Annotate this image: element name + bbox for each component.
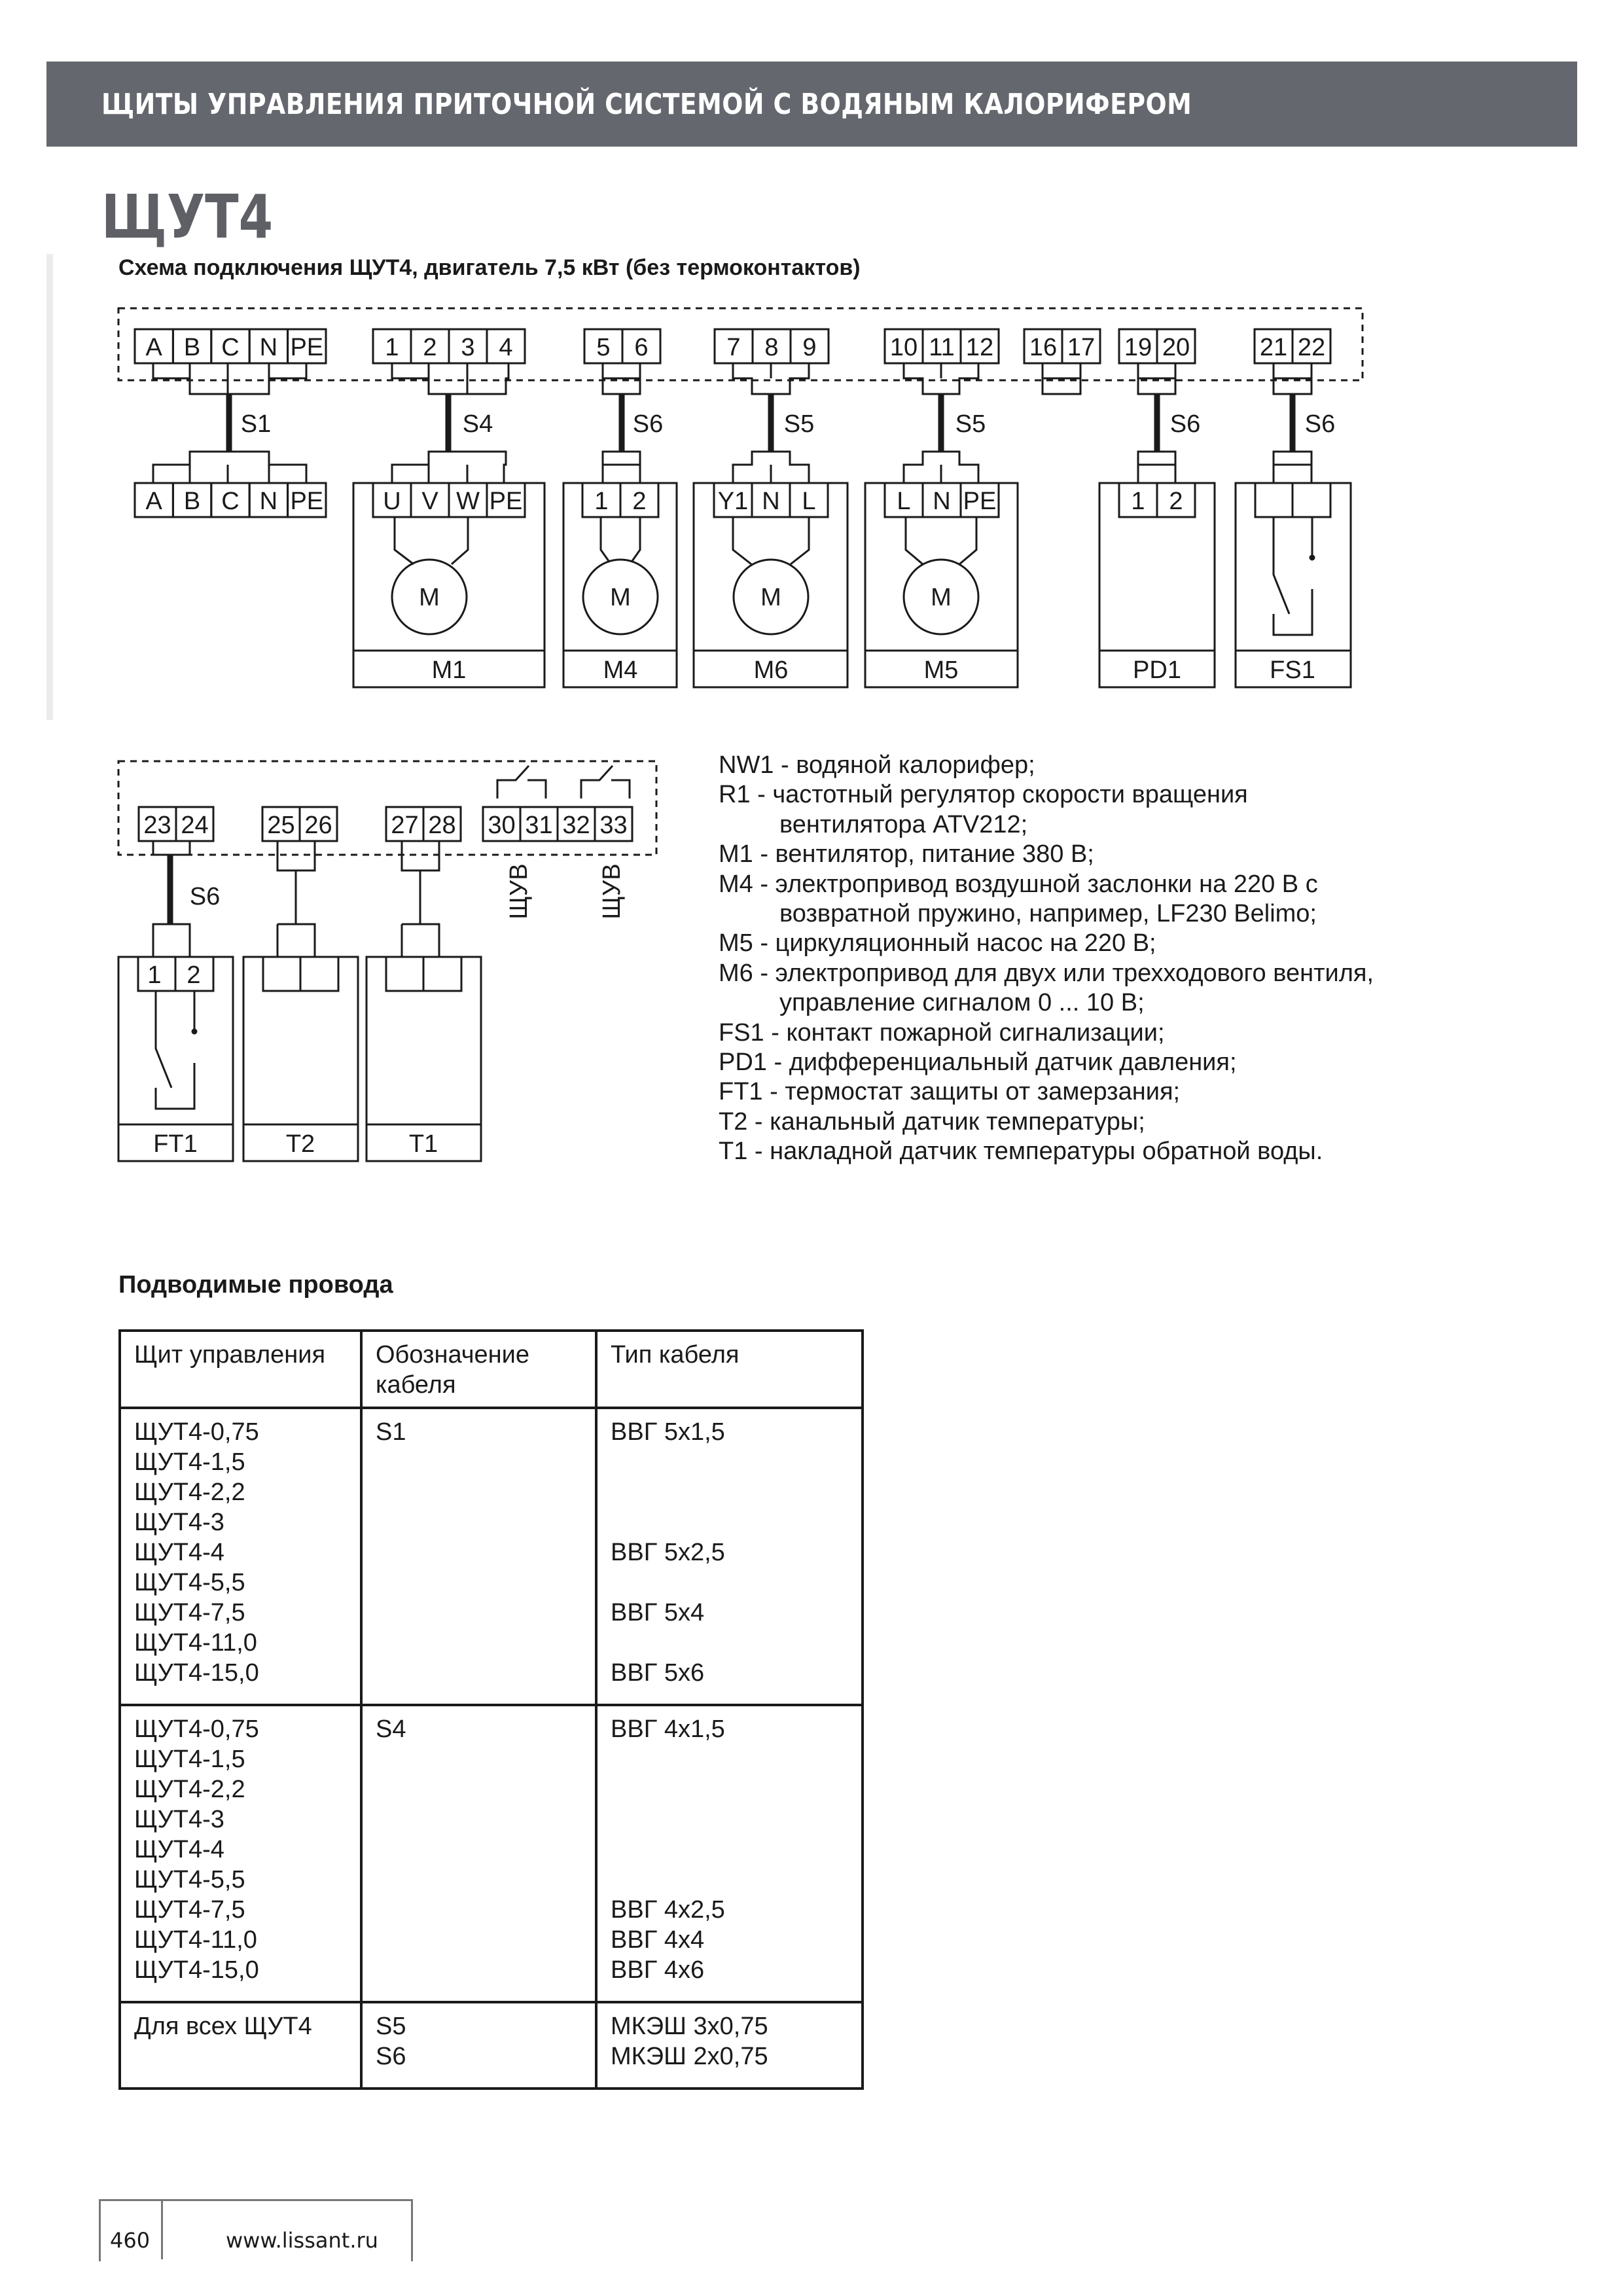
- table-header-row: [120, 1331, 863, 1408]
- cell-line: ЩУТ4-5,5: [134, 1866, 245, 1893]
- cell-line: ЩУТ4-15,0: [134, 1659, 259, 1687]
- panel-terminal-label: N: [259, 488, 278, 515]
- m1-label: M1: [431, 656, 467, 684]
- table-cell-panels: [120, 1408, 361, 1705]
- bottom-terminal-label: 30: [488, 812, 516, 839]
- top-terminal-label: 19: [1124, 334, 1152, 361]
- legend-item-continuation: вентилятора ATV212;: [779, 810, 1028, 838]
- cell-line: [376, 1774, 582, 1804]
- cell-line: ВВГ 5x1,5: [611, 1418, 725, 1446]
- cell-line: S4: [376, 1715, 406, 1743]
- top-terminal-label: 8: [764, 334, 779, 361]
- panel-terminal-label: A: [145, 488, 162, 515]
- cell-line: [376, 1895, 582, 1925]
- cell-line: S5: [376, 2013, 406, 2040]
- ft1-label: FT1: [153, 1130, 198, 1158]
- m6-terminal-label: N: [762, 488, 780, 515]
- cell-line: [376, 1744, 582, 1774]
- m4-terminal-label: 1: [594, 488, 609, 515]
- website-link[interactable]: www.lissant.ru: [226, 2228, 378, 2253]
- legend-item-continuation: управление сигналом 0 ... 10 В;: [779, 989, 1145, 1017]
- m4-terminal-label: 2: [632, 488, 647, 515]
- cell-line: [611, 1744, 848, 1774]
- panel-terminal-label: C: [221, 488, 240, 515]
- top-terminal-label: 3: [461, 334, 475, 361]
- top-terminal-label: 11: [929, 334, 955, 361]
- top-terminal-label: A: [145, 334, 162, 361]
- header-cable-designation: Обозначение кабеля: [361, 1331, 596, 1408]
- cell-line: [376, 1598, 582, 1628]
- table-cell-types: [596, 1408, 863, 1705]
- cable-label: S6: [1304, 410, 1336, 438]
- table-cell-panels: [120, 2002, 361, 2089]
- footer-divider: [161, 2199, 163, 2259]
- header-panel: Щит управления: [120, 1331, 361, 1408]
- bottom-terminal-label: 27: [391, 812, 419, 839]
- header-title: ЩИТЫ УПРАВЛЕНИЯ ПРИТОЧНОЙ СИСТЕМОЙ С ВОДЯНЫМ КАЛОРИФЕРОМ: [101, 88, 1192, 121]
- table-row: [120, 1705, 863, 2002]
- cell-line: ВВГ 5x4: [611, 1599, 705, 1626]
- m4-motor-label: M: [610, 584, 631, 611]
- cell-line: [611, 1477, 848, 1507]
- m1-terminal-label: U: [383, 488, 401, 515]
- table-cell-types: [596, 1705, 863, 2002]
- legend-item: M6 - электропривод для двух или трехходового вентиля,: [719, 959, 1374, 987]
- cell-line: ЩУТ4-0,75: [134, 1715, 259, 1743]
- cell-line: МКЭШ 3x0,75: [611, 2013, 768, 2040]
- legend-item-continuation: возвратной пружино, например, LF230 Belimo;: [779, 900, 1317, 928]
- cell-line: ЩУТ4-7,5: [134, 1896, 245, 1924]
- m5-terminal-label: PE: [963, 488, 997, 515]
- bottom-terminal-label: 32: [562, 812, 590, 839]
- s6-bottom-label: S6: [189, 883, 221, 910]
- top-terminal-label: 12: [965, 334, 994, 361]
- top-terminal-label: 1: [385, 334, 399, 361]
- pd1-terminal-label: 1: [1131, 488, 1145, 515]
- cell-line: [376, 1507, 582, 1537]
- t2-label: T2: [285, 1130, 315, 1158]
- cell-line: ЩУТ4-4: [134, 1539, 224, 1566]
- cable-table: [118, 1329, 864, 2090]
- m1-terminal-label: V: [421, 488, 438, 515]
- cell-line: ЩУТ4-0,75: [134, 1418, 259, 1446]
- cell-line: [611, 1804, 848, 1835]
- cable-label: S5: [783, 410, 815, 438]
- top-terminal-label: 6: [634, 334, 649, 361]
- shchuv-label-1: ЩУВ: [505, 863, 533, 920]
- header-cable-type: Тип кабеля: [596, 1331, 863, 1408]
- top-terminal-label: 20: [1162, 334, 1190, 361]
- m4-label: M4: [603, 656, 638, 684]
- top-terminal-label: 17: [1067, 334, 1096, 361]
- legend-item: M1 - вентилятор, питание 380 В;: [719, 840, 1094, 869]
- cell-line: [376, 1447, 582, 1477]
- top-terminal-label: 2: [423, 334, 437, 361]
- m6-motor-label: M: [760, 584, 781, 611]
- cell-line: Для всех ЩУТ4: [134, 2013, 312, 2040]
- wires-section-title: Подводимые провода: [118, 1271, 393, 1299]
- bottom-terminal-label: 33: [599, 812, 628, 839]
- legend-item: M5 - циркуляционный насос на 220 В;: [719, 929, 1156, 958]
- m5-terminal-label: N: [933, 488, 951, 515]
- bottom-terminal-label: 26: [304, 812, 332, 839]
- m6-terminal-label: L: [802, 488, 816, 515]
- m6-terminal-label: Y1: [717, 488, 749, 515]
- cell-line: [376, 1925, 582, 1955]
- top-terminal-label: 4: [499, 334, 513, 361]
- m5-terminal-label: L: [897, 488, 911, 515]
- top-terminal-label: C: [221, 334, 240, 361]
- pd1-label: PD1: [1133, 656, 1181, 684]
- page-number: 460: [110, 2228, 151, 2253]
- bottom-terminal-label: 24: [181, 812, 209, 839]
- cell-line: ВВГ 5x6: [611, 1659, 705, 1687]
- cell-line: ЩУТ4-15,0: [134, 1956, 259, 1984]
- m1-terminal-label: W: [456, 488, 480, 515]
- cell-line: [611, 1865, 848, 1895]
- cell-line: ЩУТ4-11,0: [134, 1629, 257, 1657]
- cell-line: ЩУТ4-1,5: [134, 1448, 245, 1476]
- ft1-term-1: 1: [147, 961, 162, 989]
- top-terminal-label: 22: [1297, 334, 1326, 361]
- cell-line: ЩУТ4-1,5: [134, 1746, 245, 1773]
- legend-item: FT1 - термостат защиты от замерзания;: [719, 1078, 1181, 1106]
- cell-line: ВВГ 4x6: [611, 1956, 705, 1984]
- table-cell-cables: [361, 1408, 596, 1705]
- cell-line: [611, 1447, 848, 1477]
- cell-line: [376, 1865, 582, 1895]
- cell-line: ЩУТ4-2,2: [134, 1479, 245, 1506]
- cell-line: ЩУТ4-3: [134, 1509, 224, 1536]
- top-terminal-label: B: [183, 334, 201, 361]
- t1-label: T1: [408, 1130, 438, 1158]
- legend-item: T1 - накладной датчик температуры обратной воды.: [719, 1138, 1323, 1166]
- legend: [719, 751, 1374, 1167]
- cable-label: S4: [462, 410, 493, 438]
- cell-line: [376, 1804, 582, 1835]
- cell-line: S1: [376, 1418, 406, 1446]
- top-terminal-label: PE: [290, 334, 324, 361]
- table-cell-cables: [361, 2002, 596, 2089]
- bottom-terminal-label: 28: [428, 812, 456, 839]
- cell-line: ЩУТ4-7,5: [134, 1599, 245, 1626]
- legend-item: T2 - канальный датчик температуры;: [719, 1107, 1145, 1136]
- legend-item: FS1 - контакт пожарной сигнализации;: [719, 1018, 1165, 1047]
- cable-label: S5: [955, 410, 986, 438]
- cell-line: ВВГ 4x1,5: [611, 1715, 725, 1743]
- cell-line: [611, 1507, 848, 1537]
- m5-motor-label: M: [931, 584, 952, 611]
- cell-line: [376, 1568, 582, 1598]
- panel-terminal-label: B: [183, 488, 201, 515]
- cell-line: ЩУТ4-5,5: [134, 1569, 245, 1596]
- top-terminal-label: 10: [889, 334, 918, 361]
- m5-label: M5: [923, 656, 959, 684]
- legend-item: M4 - электропривод воздушной заслонки на 220 В с: [719, 870, 1318, 898]
- top-terminal-label: 16: [1029, 334, 1058, 361]
- bottom-terminal-label: 25: [267, 812, 295, 839]
- table-cell-panels: [120, 1705, 361, 2002]
- cell-line: [376, 1477, 582, 1507]
- cell-line: [376, 1835, 582, 1865]
- top-terminal-label: N: [259, 334, 278, 361]
- m1-terminal-label: PE: [489, 488, 523, 515]
- table-row: [120, 1408, 863, 1705]
- top-terminal-label: 7: [726, 334, 741, 361]
- fs1-label: FS1: [1270, 656, 1315, 684]
- table-cell-cables: [361, 1705, 596, 2002]
- cable-label: S6: [632, 410, 664, 438]
- top-terminal-label: 5: [596, 334, 611, 361]
- legend-item: NW1 - водяной калорифер;: [719, 751, 1035, 779]
- cell-line: [611, 1568, 848, 1598]
- bottom-terminal-label: 31: [525, 812, 553, 839]
- ft1-term-2: 2: [187, 961, 201, 989]
- bottom-terminal-label: 23: [143, 812, 171, 839]
- m6-label: M6: [753, 656, 789, 684]
- cell-line: [376, 1658, 582, 1688]
- cell-line: ЩУТ4-2,2: [134, 1776, 245, 1803]
- cell-line: ЩУТ4-3: [134, 1806, 224, 1833]
- page-title: ЩУТ4: [101, 182, 274, 252]
- cell-line: МКЭШ 2x0,75: [611, 2043, 768, 2070]
- top-terminal-label: 9: [802, 334, 817, 361]
- top-terminal-label: 21: [1259, 334, 1288, 361]
- panel-terminal-label: PE: [290, 488, 324, 515]
- cable-label: S6: [1169, 410, 1201, 438]
- cell-line: [376, 1628, 582, 1658]
- m1-motor-label: M: [419, 584, 440, 611]
- cell-line: ВВГ 4x2,5: [611, 1896, 725, 1924]
- cell-line: [376, 1955, 582, 1985]
- cell-line: ЩУТ4-11,0: [134, 1926, 257, 1954]
- cell-line: [611, 1774, 848, 1804]
- pd1-terminal-label: 2: [1169, 488, 1183, 515]
- cell-line: S6: [376, 2043, 406, 2070]
- cell-line: [376, 1537, 582, 1568]
- diagram-subtitle: Схема подключения ЩУТ4, двигатель 7,5 кВт (без термоконтактов): [118, 255, 861, 280]
- cell-line: [134, 2041, 347, 2072]
- cell-line: [611, 1628, 848, 1658]
- legend-item: PD1 - дифференциальный датчик давления;: [719, 1049, 1237, 1077]
- table-cell-types: [596, 2002, 863, 2089]
- cable-label: S1: [240, 410, 272, 438]
- cell-line: ЩУТ4-4: [134, 1836, 224, 1863]
- table-row: [120, 2002, 863, 2089]
- cell-line: [611, 1835, 848, 1865]
- legend-item: R1 - частотный регулятор скорости вращения: [719, 781, 1248, 809]
- cell-line: ВВГ 4x4: [611, 1926, 705, 1954]
- shchuv-label-2: ЩУВ: [598, 863, 626, 920]
- cell-line: ВВГ 5x2,5: [611, 1539, 725, 1566]
